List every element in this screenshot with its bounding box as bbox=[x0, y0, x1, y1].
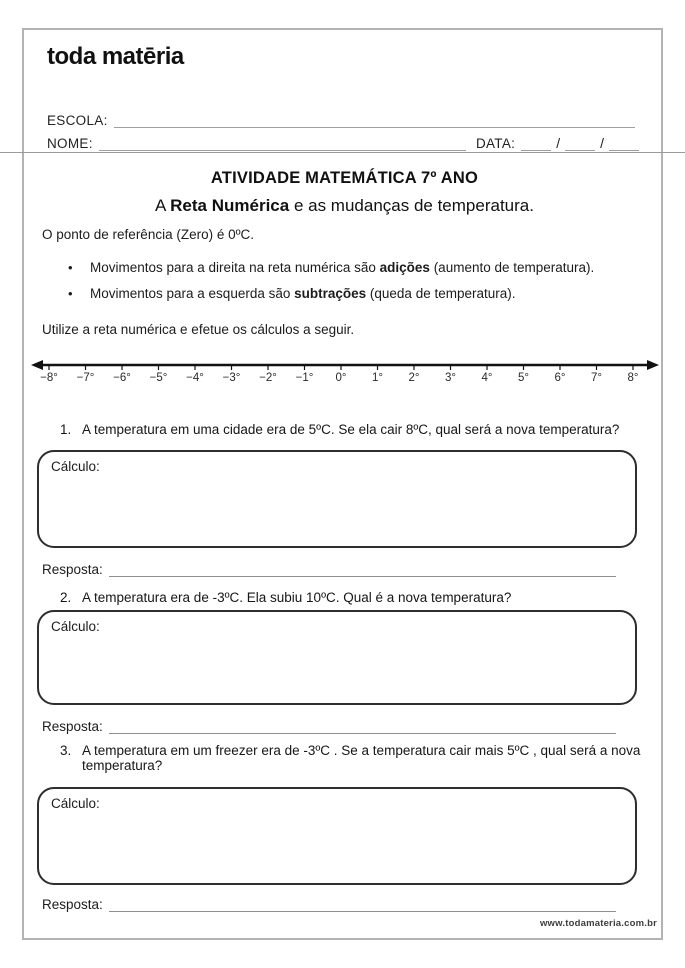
question-3-text: A temperatura em um freezer era de -3ºC . Se a temperatura cair mais 5ºC , qual será a nova temperatura? bbox=[82, 743, 641, 773]
reference-point-text: O ponto de referência (Zero) é 0ºC. bbox=[42, 227, 255, 242]
number-line-label: −7° bbox=[76, 372, 95, 384]
bullet-marker: • bbox=[68, 286, 73, 301]
rules-bullet-list bbox=[68, 260, 638, 312]
question-2-text: A temperatura era de -3ºC. Ela subiu 10ºC. Qual é a nova temperatura? bbox=[82, 590, 512, 605]
number-line-label: −3° bbox=[222, 372, 241, 384]
subtitle-pre: A bbox=[155, 196, 171, 215]
footer-url: www.todamateria.com.br bbox=[539, 918, 657, 929]
date-month-blank bbox=[565, 135, 595, 151]
number-line-label: −8° bbox=[40, 372, 58, 384]
right-arrow-icon bbox=[647, 360, 659, 370]
toda-materia-logo: toda matēria bbox=[47, 43, 184, 70]
instruction-text: Utilize a reta numérica e efetue os cálculos a seguir. bbox=[42, 322, 355, 337]
calc-box-3 bbox=[37, 787, 637, 885]
number-line-label: −5° bbox=[149, 372, 168, 384]
name-label: NOME: bbox=[47, 136, 93, 151]
number-line-label: 0° bbox=[335, 372, 347, 384]
calc-box-3-label: Cálculo: bbox=[51, 796, 100, 811]
calc-box-1-label: Cálculo: bbox=[51, 459, 100, 474]
answer-1-label: Resposta: bbox=[42, 562, 103, 577]
date-slash-1: / bbox=[556, 135, 561, 151]
number-line-label: 5° bbox=[518, 372, 529, 384]
subtitle-bold: Reta Numérica bbox=[170, 196, 290, 215]
answer-2-blank-line bbox=[109, 718, 616, 734]
calc-box-2-label: Cálculo: bbox=[51, 619, 100, 634]
answer-row-3 bbox=[42, 896, 616, 912]
question-2-number: 2. bbox=[60, 590, 72, 605]
number-line-label: −1° bbox=[295, 372, 314, 384]
bullet-text: Movimentos para a esquerda são subtrações (queda de temperatura). bbox=[90, 286, 516, 301]
number-line-label: −2° bbox=[259, 372, 277, 384]
school-row bbox=[47, 112, 635, 128]
answer-row-2 bbox=[42, 718, 616, 734]
name-date-row bbox=[47, 135, 639, 151]
number-line-label: 3° bbox=[445, 372, 456, 384]
date-group bbox=[476, 135, 639, 151]
subtitle-post: e as mudanças de temperatura. bbox=[289, 196, 534, 215]
question-3-number: 3. bbox=[60, 743, 72, 758]
name-blank-line bbox=[99, 135, 466, 151]
number-line bbox=[29, 356, 661, 396]
date-year-blank bbox=[609, 135, 639, 151]
calc-box-1 bbox=[37, 450, 637, 548]
school-label: ESCOLA: bbox=[47, 113, 108, 128]
number-line-label: 4° bbox=[481, 372, 493, 384]
bullet-right-additions bbox=[68, 260, 638, 275]
number-line-label: 6° bbox=[554, 372, 566, 384]
number-line-label: 1° bbox=[372, 372, 383, 384]
answer-3-blank-line bbox=[109, 896, 616, 912]
school-blank-line bbox=[114, 112, 635, 128]
answer-2-label: Resposta: bbox=[42, 719, 103, 734]
date-label: DATA: bbox=[475, 136, 516, 151]
question-2 bbox=[60, 590, 660, 605]
number-line-label: 2° bbox=[408, 372, 420, 384]
calc-box-2 bbox=[37, 610, 637, 705]
header-divider-line bbox=[0, 152, 685, 153]
answer-row-1 bbox=[42, 561, 616, 577]
worksheet-title: ATIVIDADE MATEMÁTICA 7º ANO bbox=[210, 169, 479, 187]
number-line-label: 8° bbox=[627, 372, 639, 384]
bullet-text: Movimentos para a direita na reta numérica são adições (aumento de temperatura). bbox=[90, 260, 595, 275]
question-1-number: 1. bbox=[60, 422, 72, 437]
answer-3-label: Resposta: bbox=[42, 897, 103, 912]
answer-1-blank-line bbox=[109, 561, 616, 577]
worksheet-page bbox=[22, 28, 663, 940]
number-line-label: 7° bbox=[591, 372, 602, 384]
number-line-label: −6° bbox=[113, 372, 131, 384]
date-slash-2: / bbox=[600, 135, 604, 151]
question-1 bbox=[60, 422, 660, 437]
left-arrow-icon bbox=[31, 360, 43, 370]
bullet-marker: • bbox=[68, 260, 73, 275]
number-line-label: −4° bbox=[186, 372, 204, 384]
question-3 bbox=[60, 743, 644, 773]
worksheet-subtitle bbox=[24, 196, 665, 216]
bullet-left-subtractions bbox=[68, 286, 638, 301]
date-day-blank bbox=[521, 135, 551, 151]
question-1-text: A temperatura em uma cidade era de 5ºC. Se ela cair 8ºC, qual será a nova temperatura? bbox=[82, 422, 620, 437]
